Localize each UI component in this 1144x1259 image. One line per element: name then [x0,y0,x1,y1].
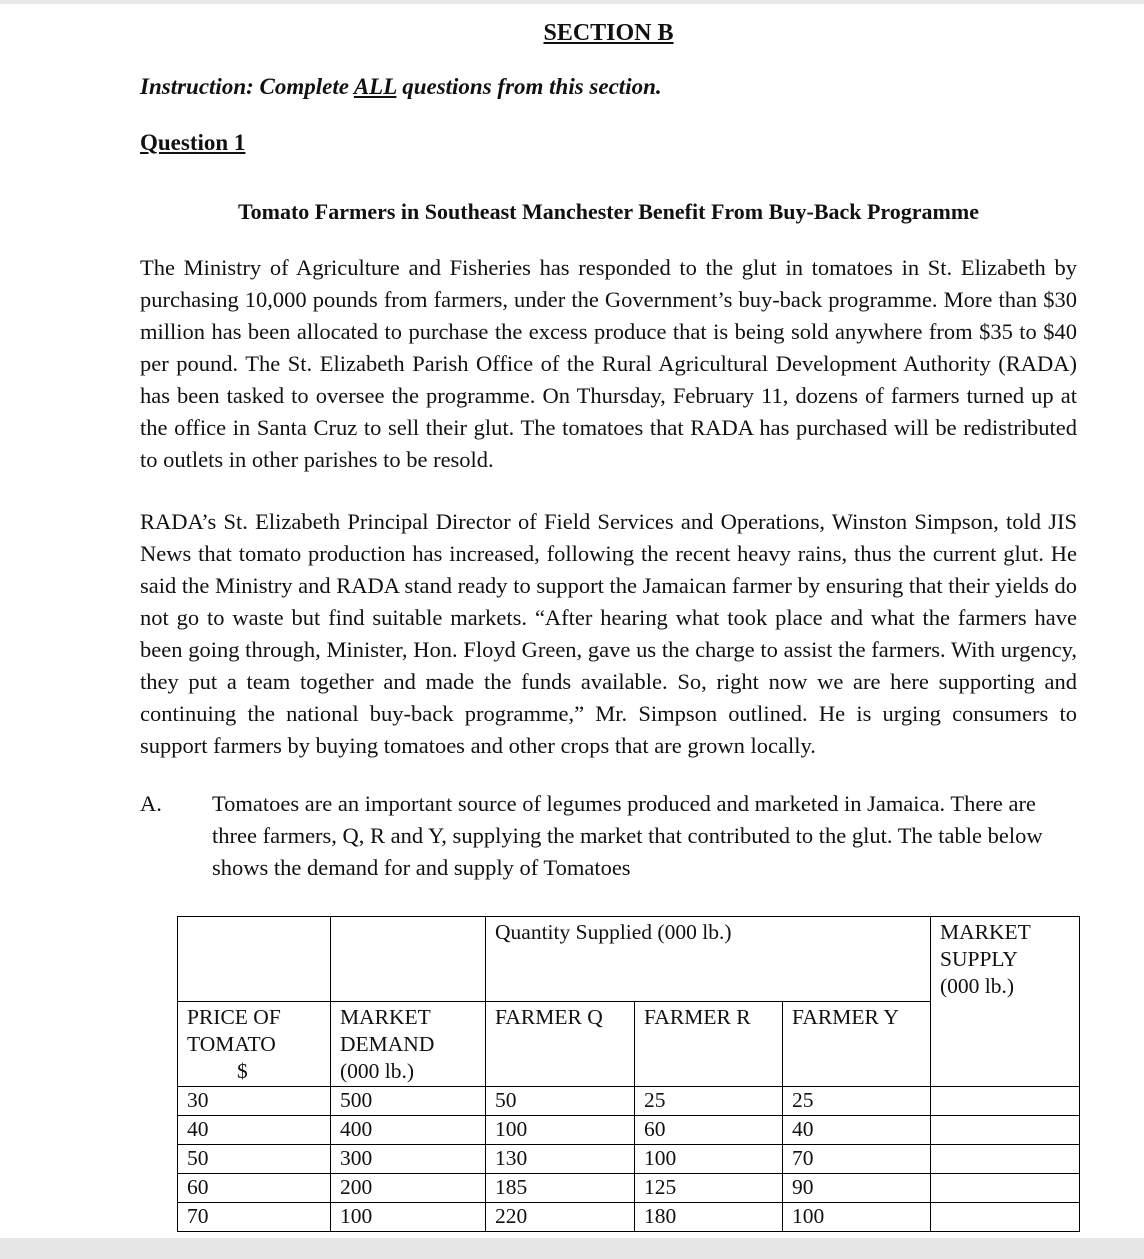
demand-header: MARKET DEMAND (000 lb.) [331,1002,486,1087]
article-headline: Tomato Farmers in Southeast Manchester Benefit From Buy-Back Programme [238,199,979,224]
price-cell: 70 [178,1203,331,1232]
demand-cell: 200 [331,1174,486,1203]
farmer-r-cell: 100 [635,1145,783,1174]
farmer-r-cell: 25 [635,1087,783,1116]
farmer-r-cell: 125 [635,1174,783,1203]
price-cell: 60 [178,1174,331,1203]
demand-cell: 100 [331,1203,486,1232]
farmer-r-cell: 60 [635,1116,783,1145]
price-header: PRICE OF TOMATO $ [178,1002,331,1087]
market-supply-header: MARKET SUPPLY (000 lb.) [931,917,1080,1087]
price-cell: 30 [178,1087,331,1116]
market-supply-cell[interactable] [931,1203,1080,1232]
farmer-y-cell: 100 [783,1203,931,1232]
bottom-edge [0,1238,1144,1259]
farmer-q-cell: 130 [486,1145,635,1174]
supply-demand-table [177,916,1080,1232]
table-row [178,1145,1080,1174]
table-row [178,1087,1080,1116]
farmer-y-cell: 25 [783,1087,931,1116]
farmer-y-cell: 40 [783,1116,931,1145]
farmer-y-cell: 90 [783,1174,931,1203]
farmer-y-cell: 70 [783,1145,931,1174]
farmer-q-cell: 100 [486,1116,635,1145]
part-a-text: Tomatoes are an important source of legumes produced and marketed in Jamaica. There are three farmers, Q, R and Y, supplying the market that contributed to the glut. The table below shows the demand for and supply of Tomatoes [212,791,1043,880]
farmer-r-cell: 180 [635,1203,783,1232]
demand-cell: 300 [331,1145,486,1174]
table-row [178,1174,1080,1203]
demand-cell: 500 [331,1087,486,1116]
farmer-q-cell: 220 [486,1203,635,1232]
farmer-q-cell: 185 [486,1174,635,1203]
price-cell: 50 [178,1145,331,1174]
price-cell: 40 [178,1116,331,1145]
market-supply-cell[interactable] [931,1174,1080,1203]
instruction-emphasis: ALL [353,74,397,99]
farmer-q-cell: 50 [486,1087,635,1116]
section-title: SECTION B [543,20,674,46]
instruction: Instruction: Complete ALL questions from this section. [140,74,662,99]
question-label: Question 1 [140,130,246,155]
table-header-row-1 [178,917,1080,1002]
market-supply-cell[interactable] [931,1087,1080,1116]
market-supply-cell[interactable] [931,1145,1080,1174]
farmer-y-header: FARMER Y [783,1002,931,1087]
top-edge [0,0,1144,4]
article-paragraph-2: RADA’s St. Elizabeth Principal Director of Field Services and Operations, Winston Simpson, told JIS News that tomato production has increased, following the recent heavy rains, thus the current glut. He said the Ministry and RADA stand ready to support the Jamaican farmer by ensuring that their yields do not go to waste but find suitable markets. “After hearing what took place and what the farmers have been going through, Minister, Hon. Floyd Green, gave us the charge to assist the farmers. With urgency, they put a team together and made the funds available. So, right now we are here supporting and continuing the national buy-back programme,” Mr. Simpson outlined. He is urging consumers to support farmers by buying tomatoes and other crops that are grown locally. [140,509,1077,758]
market-supply-cell[interactable] [931,1116,1080,1145]
farmer-q-header: FARMER Q [486,1002,635,1087]
farmer-r-header: FARMER R [635,1002,783,1087]
article-paragraph-1: The Ministry of Agriculture and Fisheries has responded to the glut in tomatoes in St. Elizabeth by purchasing 10,000 pounds from farmers, under the Government’s buy-back programme. More than $30 million has been allocated to purchase the excess produce that is being sold anywhere from $35 to $40 per pound. The St. Elizabeth Parish Office of the Rural Agricultural Development Authority (RADA) has been tasked to oversee the programme. On Thursday, February 11, dozens of farmers turned up at the office in Santa Cruz to sell their glut. The tomatoes that RADA has purchased will be redistributed to outlets in other parishes to be resold. [140,255,1077,472]
empty-header-cell [178,917,331,1002]
empty-header-cell [331,917,486,1002]
table-row [178,1203,1080,1232]
part-a-label: A. [140,791,162,816]
quantity-supplied-header: Quantity Supplied (000 lb.) [486,917,931,1002]
demand-cell: 400 [331,1116,486,1145]
table-row [178,1116,1080,1145]
